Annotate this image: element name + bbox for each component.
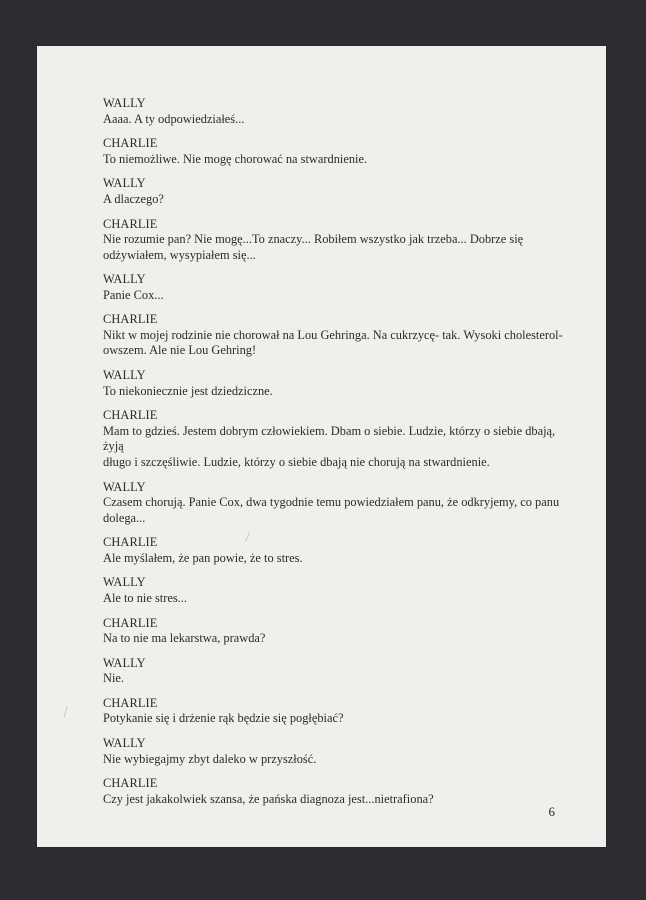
dialogue-line: Panie Cox... [103,287,164,302]
dialogue-block [103,616,573,647]
speaker-name: CHARLIE [103,615,158,630]
speaker-name: CHARLIE [103,535,158,550]
dialogue-line: owszem. Ale nie Lou Gehring! [103,343,257,358]
dialogue-line: Nie wybiegajmy zbyt daleko w przyszłość. [103,751,317,766]
dialogue-block [103,408,573,470]
script-page [37,46,606,847]
dialogue-line: odżywiałem, wysypiałem się... [103,247,256,262]
dialogue-line: A dlaczego? [103,191,164,206]
dialogue-line: Nie rozumie pan? Nie mogę...To znaczy... Robiłem wszystko jak trzeba... Dobrze się [103,232,524,247]
dialogue-line: Ale myślałem, że pan powie, że to stres. [103,550,303,565]
dialogue-line: Potykanie się i drżenie rąk będzie się pogłębiać? [103,711,344,726]
speaker-name: WALLY [103,736,146,751]
dialogue-line: dolega... [103,510,146,525]
dialogue-container [103,96,573,817]
dialogue-block [103,575,573,606]
speaker-name: CHARLIE [103,776,158,791]
speaker-name: WALLY [103,575,146,590]
dialogue-line: Czy jest jakakolwiek szansa, że pańska diagnoza jest...nietrafiona? [103,791,434,806]
speaker-name: WALLY [103,479,146,494]
dialogue-line: Ale to nie stres... [103,590,187,605]
speaker-name: WALLY [103,176,146,191]
speaker-name: CHARLIE [103,695,158,710]
dialogue-block [103,272,573,303]
dialogue-block [103,312,573,359]
dialogue-block [103,535,573,566]
dialogue-line: Nie. [103,671,124,686]
dialogue-line: Nikt w mojej rodzinie nie chorował na Lou Gehringa. Na cukrzycę- tak. Wysoki cholesterol- [103,327,563,342]
dialogue-line: Na to nie ma lekarstwa, prawda? [103,631,266,646]
speaker-name: WALLY [103,96,146,110]
dialogue-block [103,217,573,264]
speaker-name: WALLY [103,655,146,670]
speaker-name: CHARLIE [103,216,158,231]
speaker-name: WALLY [103,272,146,287]
speaker-name: CHARLIE [103,312,158,327]
dialogue-line: To niemożliwe. Nie mogę chorować na stwardnienie. [103,151,368,166]
paper-smudge [63,706,67,718]
speaker-name: CHARLIE [103,408,158,423]
dialogue-block [103,656,573,687]
dialogue-line: Aaaa. A ty odpowiedziałeś... [103,111,245,126]
dialogue-block [103,480,573,527]
dialogue-line: długo i szczęśliwie. Ludzie, którzy o siebie dbają nie chorują na stwardnienie. [103,454,490,469]
dialogue-block [103,176,573,207]
dialogue-line: To niekoniecznie jest dziedziczne. [103,383,273,398]
speaker-name: WALLY [103,368,146,383]
dialogue-line: Czasem chorują. Panie Cox, dwa tygodnie temu powiedziałem panu, że odkryjemy, co panu [103,495,560,509]
page-number: 6 [548,804,555,819]
dialogue-block [103,736,573,767]
dialogue-block [103,136,573,167]
speaker-name: CHARLIE [103,136,158,151]
dialogue-block [103,776,573,807]
dialogue-line: Mam to gdzieś. Jestem dobrym człowiekiem. Dbam o siebie. Ludzie, którzy o siebie dbają, żyją [103,423,556,454]
dialogue-block [103,96,573,127]
dialogue-block [103,696,573,727]
dialogue-block [103,368,573,399]
